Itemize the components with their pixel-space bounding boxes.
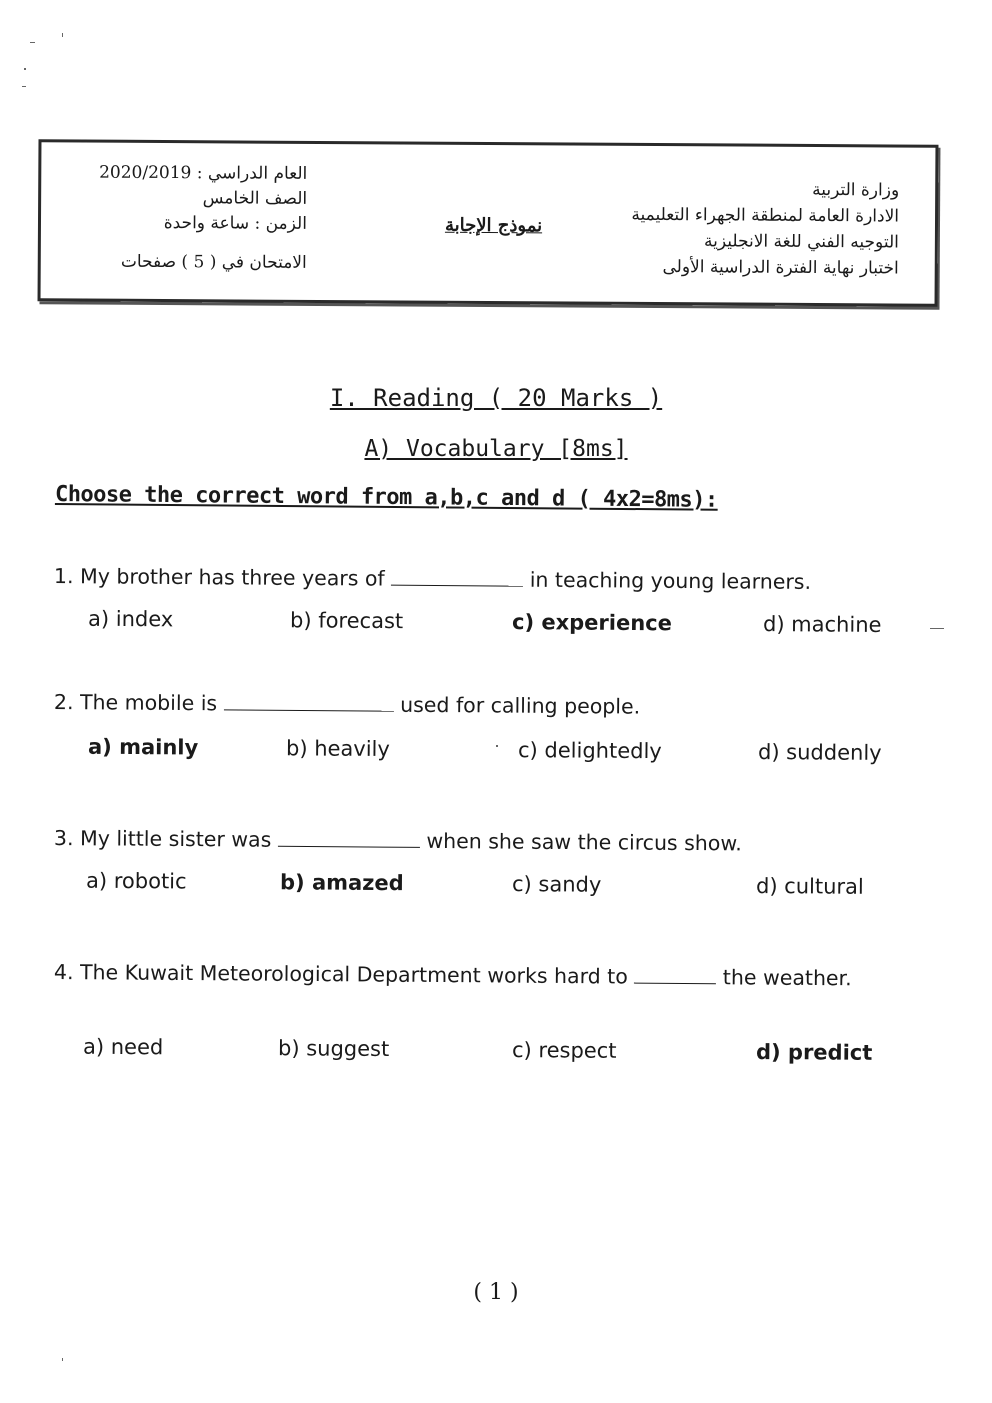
question-4-text-before: 4. The Kuwait Meteorological Department works hard to [53,960,628,989]
question-2-options [0,734,992,782]
page-number: ( 1 ) [473,1280,519,1305]
exam-header-box [38,139,939,306]
question-1-options [0,606,992,654]
option-c: c) sandy [511,872,602,897]
question-2-text-after: used for calling people. [400,692,641,719]
question-1-text-before: 1. My brother has three years of [53,564,385,591]
option-c: c) delightedly [517,738,662,764]
answer-key-label: نموذج الإجابة [444,214,543,237]
scan-speck [62,33,63,37]
question-4-text-after: the weather. [722,965,852,991]
instruction-text: Choose the correct word from a,b,c and d ( 4x2=8ms): [54,482,718,513]
option-d-correct: d) predict [755,1039,873,1065]
option-c-correct: c) experience [511,610,672,636]
option-a: a) index [87,606,174,632]
exam-duration: الزمن : ساعة واحدة [163,213,308,234]
option-d: d) machine [762,611,882,637]
header-exam-info-block [87,161,308,276]
question-3-options [0,868,992,916]
page-count: الامتحان في ( 5 ) صفحات [120,251,307,273]
scan-speck [30,42,35,43]
question-2 [54,688,934,721]
supervision-line: التوجيه الفني للغة الانجليزية [704,231,899,253]
option-d: d) cultural [755,873,864,899]
option-a: a) robotic [85,868,187,894]
section-subtitle: A) Vocabulary [8ms] [364,436,628,462]
option-b-correct: b) amazed [279,870,404,896]
question-3-text-before: 3. My little sister was [53,826,272,852]
option-c: c) respect [511,1038,617,1063]
question-1 [54,562,934,595]
scan-speck [24,68,26,70]
option-b: b) forecast [289,608,404,634]
question-2-text-before: 2. The mobile is [53,690,218,716]
ministry-line: وزارة التربية [812,179,900,201]
scan-speck [22,86,26,87]
option-a: a) need [82,1034,164,1060]
grade-label: الصف الخامس [202,188,308,209]
question-1-text-after: in teaching young learners. [529,567,812,594]
question-3-text-after: when she saw the circus show. [426,828,742,856]
header-institution-block [631,176,899,282]
academic-year: العام الدراسي : 2020/2019 [99,162,308,184]
question-3 [54,824,934,857]
option-d: d) suddenly [757,739,882,765]
scan-speck [62,1358,63,1361]
option-b: b) suggest [277,1036,390,1062]
answer-blank [391,565,523,587]
question-4-options [0,1034,992,1082]
directorate-line: الادارة العامة لمنطقة الجهراء التعليمية [631,204,900,227]
answer-blank [224,689,394,711]
option-a-correct: a) mainly [87,734,199,760]
section-title: I. Reading ( 20 Marks ) [329,384,663,412]
question-4 [54,958,934,991]
answer-blank [634,963,716,985]
option-b: b) heavily [285,736,390,762]
exam-name-line: اختبار نهاية الفترة الدراسية الأولى [662,257,899,279]
answer-blank [278,826,420,848]
